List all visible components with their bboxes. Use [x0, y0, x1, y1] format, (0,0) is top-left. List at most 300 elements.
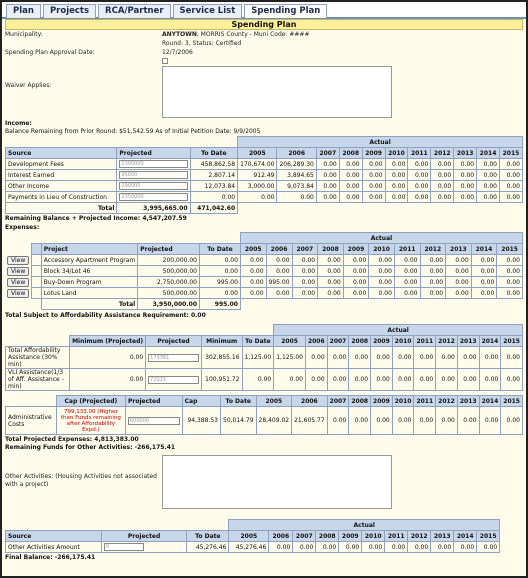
- col-year: 2013: [454, 148, 477, 159]
- total-projected-expenses: Total Projected Expenses: 4,813,383.00: [5, 436, 139, 443]
- municipality-name: ANYTOWN: [162, 31, 197, 38]
- income-source: Development Fees: [6, 159, 117, 170]
- income-source: Interest Earned: [6, 170, 117, 181]
- afford-year-value: 0.00: [274, 369, 306, 391]
- view-button-cell: [5, 277, 32, 288]
- admin-cap-projected: 799,133.00 (Higher than Funds remaining after Affordability Expd.): [56, 407, 125, 435]
- admin-cap: 94,388.53: [182, 407, 220, 435]
- view-project-button[interactable]: View: [7, 267, 29, 276]
- expense-year-value: 0.00: [369, 255, 395, 266]
- expense-actual-header: Actual: [240, 233, 522, 244]
- income-year-value: 170,674.00: [238, 159, 277, 170]
- expense-total-blank-left: [5, 299, 41, 310]
- income-projected-cell: [117, 181, 190, 192]
- remaining-balance: Remaining Balance + Projected Income: 4,547,207.59: [5, 215, 187, 222]
- col-year: 2008: [349, 336, 371, 347]
- afford-rows: [6, 347, 523, 391]
- col-year: 2013: [457, 396, 479, 407]
- afford-todate: 1,125.00: [242, 347, 274, 369]
- tab-projects[interactable]: Projects: [43, 4, 96, 18]
- afford-year-value: 0.00: [436, 369, 458, 391]
- affordability-row: [6, 369, 523, 391]
- income-year-value: 0.00: [316, 159, 339, 170]
- expense-project: Block 34/Lot 46: [41, 266, 137, 277]
- expense-year-value: 0.00: [471, 277, 497, 288]
- col-year: 2015: [501, 396, 523, 407]
- expense-todate: 0.00: [200, 255, 241, 266]
- expense-year-value: 0.00: [240, 255, 266, 266]
- municipality-value: [162, 30, 309, 40]
- col-todate: To Date: [200, 244, 241, 255]
- expense-year-value: 0.00: [394, 277, 420, 288]
- income-year-value: 0.00: [499, 170, 522, 181]
- expense-year-value: 0.00: [318, 255, 344, 266]
- waiver-label: Waiver Applies:: [5, 82, 52, 89]
- col-year: 2011: [385, 531, 408, 542]
- income-heading: Income:: [5, 120, 32, 127]
- afford-year-value: 0.00: [479, 347, 501, 369]
- expense-year-value: 0.00: [240, 277, 266, 288]
- expense-year-value: 0.00: [446, 266, 472, 277]
- page-title: Spending Plan: [5, 19, 523, 30]
- col-year: 2008: [349, 396, 371, 407]
- col-year: 2012: [431, 148, 454, 159]
- income-header-blank: [6, 137, 238, 148]
- row-marker-cell: [32, 255, 42, 266]
- expense-year-value: 0.00: [369, 277, 395, 288]
- income-year-value: 0.00: [454, 159, 477, 170]
- afford-label: Total Affordability Assistance (30% min): [6, 347, 70, 369]
- income-year-value: 0.00: [277, 192, 316, 203]
- income-year-value: 0.00: [385, 170, 408, 181]
- expense-year-value: 0.00: [497, 288, 523, 299]
- expense-view-col: [5, 244, 32, 255]
- afford-min-projected: 0.00: [70, 369, 146, 391]
- afford-year-value: 0.00: [392, 347, 414, 369]
- income-year-value: 0.00: [431, 192, 454, 203]
- remaining-funds: Remaining Funds for Other Activities: -266,175.41: [5, 444, 176, 451]
- view-project-button[interactable]: View: [7, 289, 29, 298]
- prior-balance: Balance Remaining from Prior Round: $51,542.59 As of Initial Petition Date: 9/9/2005: [5, 128, 261, 135]
- income-row: [6, 181, 523, 192]
- afford-min-projected: 0.00: [70, 347, 146, 369]
- afford-year-value: 0.00: [305, 347, 327, 369]
- other-header-blank: [6, 520, 229, 531]
- other-year-value: 0.00: [385, 542, 408, 553]
- income-year-value: 0.00: [408, 181, 431, 192]
- expense-mark-col: [32, 244, 42, 255]
- income-todate: 12,073.84: [190, 181, 238, 192]
- other-activities-row: [2, 455, 526, 511]
- income-year-value: 0.00: [477, 170, 500, 181]
- tab-spending-plan[interactable]: Spending Plan: [244, 4, 327, 18]
- afford-label: VLI Assistance(1/3 of Aff. Assistance - min): [6, 369, 70, 391]
- col-year: 2010: [392, 336, 414, 347]
- expense-year-value: 0.00: [420, 255, 446, 266]
- income-year-value: 0.00: [477, 159, 500, 170]
- income-year-value: 0.00: [499, 192, 522, 203]
- afford-projected-input[interactable]: 72015: [148, 376, 199, 384]
- income-total-projected: 3,995,665.00: [117, 203, 190, 214]
- income-projected-input[interactable]: 2350000: [119, 193, 187, 201]
- afford-year-value: 0.00: [371, 347, 393, 369]
- col-project: Project: [41, 244, 137, 255]
- afford-year-value: 0.00: [392, 369, 414, 391]
- col-projected: Projected: [117, 148, 190, 159]
- other-projected-cell: [101, 542, 187, 553]
- afford-year-value: 0.00: [349, 369, 371, 391]
- admin-label-col: [6, 396, 57, 407]
- expense-year-value: 0.00: [369, 266, 395, 277]
- col-year: 2007: [327, 396, 349, 407]
- affordability-requirement: Total Subject to Affordability Assistance Requirement: 0.00: [5, 312, 206, 319]
- admin-year-value: 0.00: [414, 407, 436, 435]
- income-year-value: 0.00: [431, 181, 454, 192]
- col-minimum: Minimum: [201, 336, 242, 347]
- income-year-value: 0.00: [339, 159, 362, 170]
- admin-projected-input[interactable]: 600000: [128, 417, 180, 425]
- other-todate: 45,276.46: [187, 542, 229, 553]
- expense-row: [5, 277, 523, 288]
- expense-year-value: 0.00: [318, 288, 344, 299]
- income-projected-input[interactable]: 290000: [119, 182, 187, 190]
- expense-projected: 2,750,000.00: [138, 277, 200, 288]
- col-year: 2007: [327, 336, 349, 347]
- afford-year-value: 0.00: [479, 369, 501, 391]
- afford-year-value: 0.00: [457, 369, 479, 391]
- col-projected: Projected: [125, 396, 182, 407]
- other-year-value: 0.00: [339, 542, 362, 553]
- col-year: 2009: [343, 244, 369, 255]
- row-marker-cell: [32, 288, 42, 299]
- income-year-value: 3,894.65: [277, 170, 316, 181]
- other-year-value: 0.00: [316, 542, 339, 553]
- afford-year-value: 0.00: [457, 347, 479, 369]
- afford-year-value: 1,125.00: [274, 347, 306, 369]
- expense-year-value: 0.00: [420, 277, 446, 288]
- income-year-value: 0.00: [339, 170, 362, 181]
- col-todate: To Date: [242, 336, 274, 347]
- income-year-value: 0.00: [385, 159, 408, 170]
- other-projected-input[interactable]: 0: [104, 543, 144, 551]
- expense-project: Lotus Land: [41, 288, 137, 299]
- col-cap: Cap: [182, 396, 220, 407]
- expense-year-value: 0.00: [240, 266, 266, 277]
- afford-actual-header: Actual: [274, 325, 523, 336]
- other-activities-table: [5, 519, 523, 553]
- expense-year-value: 0.00: [471, 255, 497, 266]
- col-year: 2014: [479, 396, 501, 407]
- expense-year-value: 0.00: [240, 288, 266, 299]
- expense-project: Accessory Apartment Program: [41, 255, 137, 266]
- expense-projected: 500,000.00: [138, 288, 200, 299]
- col-year: 2006: [305, 336, 327, 347]
- admin-year-value: 0.00: [371, 407, 393, 435]
- afford-year-value: 0.00: [327, 369, 349, 391]
- expense-year-value: 0.00: [497, 277, 523, 288]
- view-project-button[interactable]: View: [7, 256, 29, 265]
- income-year-value: 0.00: [408, 170, 431, 181]
- income-year-value: 0.00: [454, 170, 477, 181]
- expense-year-value: 0.00: [343, 266, 369, 277]
- expenses-table: [5, 232, 523, 310]
- col-year: 2009: [362, 148, 385, 159]
- col-projected: Projected: [146, 336, 202, 347]
- admin-year-value: 0.00: [501, 407, 523, 435]
- expense-projected: 500,000.00: [138, 266, 200, 277]
- expense-year-value: 0.00: [471, 288, 497, 299]
- col-year: 2010: [385, 148, 408, 159]
- col-year: 2013: [457, 336, 479, 347]
- income-total-blank: [238, 203, 523, 214]
- income-rows: [6, 159, 523, 203]
- col-year: 2006: [266, 244, 292, 255]
- affordability-table: [5, 324, 523, 391]
- col-year: 2008: [339, 148, 362, 159]
- expense-year-value: 995.00: [266, 277, 292, 288]
- col-year: 2008: [316, 531, 339, 542]
- admin-year-value: 0.00: [457, 407, 479, 435]
- other-year-value: 0.00: [454, 542, 477, 553]
- col-year: 2012: [408, 531, 431, 542]
- final-balance: Final Balance: -266,175.41: [5, 554, 96, 561]
- col-year: 2005: [256, 396, 292, 407]
- col-projected: Projected: [101, 531, 187, 542]
- col-year: 2008: [318, 244, 344, 255]
- afford-projected-cell: [146, 347, 202, 369]
- col-year: 2005: [229, 531, 269, 542]
- tab-service-list[interactable]: Service List: [173, 4, 243, 18]
- view-button-cell: [5, 288, 32, 299]
- expense-todate: 0.00: [200, 266, 241, 277]
- income-year-value: 0.00: [385, 181, 408, 192]
- expense-year-value: 0.00: [497, 266, 523, 277]
- income-year-value: 3,000.00: [238, 181, 277, 192]
- other-actual-header: Actual: [229, 520, 500, 531]
- other-year-value: 0.00: [408, 542, 431, 553]
- expense-year-value: 0.00: [292, 288, 318, 299]
- col-year: 2011: [408, 148, 431, 159]
- tab-bar: [2, 2, 526, 19]
- afford-todate: 0.00: [242, 369, 274, 391]
- view-project-button[interactable]: View: [7, 278, 29, 287]
- income-projected-cell: [117, 159, 190, 170]
- expense-total-blank: [240, 299, 522, 310]
- col-year: 2014: [477, 148, 500, 159]
- col-year: 2011: [414, 396, 436, 407]
- expense-total-row: [5, 299, 523, 310]
- other-year-value: 0.00: [269, 542, 293, 553]
- waiver-textarea[interactable]: [162, 66, 392, 118]
- income-year-value: 206,289.30: [277, 159, 316, 170]
- income-year-value: 0.00: [477, 181, 500, 192]
- expense-total-projected: 3,950,000.00: [138, 299, 200, 310]
- expense-total-label: Total: [41, 299, 137, 310]
- income-total-todate: 471,042.60: [190, 203, 238, 214]
- afford-year-value: 0.00: [501, 369, 523, 391]
- admin-year-value: 28,409.02: [256, 407, 292, 435]
- income-todate: 2,807.14: [190, 170, 238, 181]
- col-year: 2013: [446, 244, 472, 255]
- income-year-value: 0.00: [339, 192, 362, 203]
- col-year: 2014: [471, 244, 497, 255]
- income-year-value: 0.00: [316, 170, 339, 181]
- afford-year-value: 0.00: [371, 369, 393, 391]
- col-todate: To Date: [221, 396, 257, 407]
- afford-projected-input[interactable]: 173381: [148, 354, 199, 362]
- expense-year-value: 0.00: [394, 288, 420, 299]
- income-actual-header: Actual: [238, 137, 523, 148]
- afford-projected-cell: [146, 369, 202, 391]
- admin-label: Administrative Costs: [6, 407, 57, 435]
- col-year: 2007: [293, 531, 316, 542]
- expense-year-value: 0.00: [292, 255, 318, 266]
- other-year-value: 0.00: [477, 542, 500, 553]
- admin-projected-cell: [125, 407, 182, 435]
- col-year: 2012: [420, 244, 446, 255]
- expense-year-value: 0.00: [446, 277, 472, 288]
- col-year: 2005: [274, 336, 306, 347]
- col-year: 2015: [477, 531, 500, 542]
- expense-year-value: 0.00: [343, 277, 369, 288]
- income-year-value: 0.00: [408, 192, 431, 203]
- income-projected-cell: [117, 192, 190, 203]
- income-year-value: 0.00: [431, 170, 454, 181]
- expense-year-value: 0.00: [343, 255, 369, 266]
- col-year: 2009: [371, 336, 393, 347]
- income-year-value: 0.00: [477, 192, 500, 203]
- other-activities-textarea[interactable]: [162, 455, 392, 509]
- expense-year-value: 0.00: [292, 277, 318, 288]
- expense-year-value: 0.00: [343, 288, 369, 299]
- expense-row: [5, 266, 523, 277]
- col-year: 2012: [436, 396, 458, 407]
- col-year: 2006: [277, 148, 316, 159]
- income-year-value: 0.00: [454, 192, 477, 203]
- expense-total-todate: 995.00: [200, 299, 241, 310]
- admin-year-value: 0.00: [479, 407, 501, 435]
- view-button-cell: [5, 255, 32, 266]
- income-total-row: [6, 203, 523, 214]
- admin-year-value: 0.00: [349, 407, 371, 435]
- col-year: 2011: [414, 336, 436, 347]
- col-year: 2010: [392, 396, 414, 407]
- view-button-cell: [5, 266, 32, 277]
- col-year: 2015: [501, 336, 523, 347]
- admin-year-value: 21,605.77: [292, 407, 328, 435]
- expense-project: Buy-Down Program: [41, 277, 137, 288]
- afford-minimum: 100,951.72: [201, 369, 242, 391]
- expense-year-value: 0.00: [446, 255, 472, 266]
- income-year-value: 0.00: [238, 192, 277, 203]
- col-year: 2007: [292, 244, 318, 255]
- col-projected: Projected: [138, 244, 200, 255]
- approval-date: 12/7/2006: [162, 49, 193, 56]
- expense-year-value: 0.00: [394, 255, 420, 266]
- col-year: 2007: [316, 148, 339, 159]
- expense-year-value: 0.00: [446, 288, 472, 299]
- round-status: Round: 3, Status: Certified: [162, 40, 242, 47]
- waiver-checkbox[interactable]: [162, 58, 168, 64]
- income-year-value: 912.49: [238, 170, 277, 181]
- col-year: 2009: [339, 531, 362, 542]
- expense-year-value: 0.00: [318, 266, 344, 277]
- income-row: [6, 192, 523, 203]
- afford-header-blank: [6, 325, 274, 336]
- expense-year-value: 0.00: [266, 266, 292, 277]
- income-projected-input[interactable]: 95000: [119, 171, 187, 179]
- income-year-value: 0.00: [499, 159, 522, 170]
- admin-table: [5, 395, 523, 435]
- municipality-county: , MORRIS County - Muni Code: ####: [196, 31, 310, 38]
- col-source: Source: [6, 531, 102, 542]
- waiver-row: [2, 66, 526, 120]
- col-year: 2012: [436, 336, 458, 347]
- income-source: Other Income: [6, 181, 117, 192]
- tab-rca-partner[interactable]: RCA/Partner: [98, 4, 170, 18]
- income-year-value: 9,073.84: [277, 181, 316, 192]
- expense-year-value: 0.00: [292, 266, 318, 277]
- admin-todate: 50,014.79: [221, 407, 257, 435]
- income-projected-input[interactable]: 1300000: [119, 160, 187, 168]
- expense-projected: 200,000.00: [138, 255, 200, 266]
- expense-header-blank: [5, 233, 240, 244]
- expense-year-value: 0.00: [266, 255, 292, 266]
- other-activities-label: Other Activities: (Housing Activities not associated with a project): [5, 473, 157, 488]
- col-year: 2006: [269, 531, 293, 542]
- approval-label: Spending Plan Approval Date:: [5, 49, 95, 56]
- col-todate: To Date: [187, 531, 229, 542]
- income-year-value: 0.00: [454, 181, 477, 192]
- expense-todate: 0.00: [200, 288, 241, 299]
- income-year-value: 0.00: [385, 192, 408, 203]
- col-year: 2009: [371, 396, 393, 407]
- col-year: 2005: [238, 148, 277, 159]
- afford-label-col: [6, 336, 70, 347]
- income-row: [6, 170, 523, 181]
- income-projected-cell: [117, 170, 190, 181]
- expense-year-value: 0.00: [318, 277, 344, 288]
- income-year-value: 0.00: [316, 181, 339, 192]
- expense-year-value: 0.00: [266, 288, 292, 299]
- income-row: [6, 159, 523, 170]
- col-year: 2014: [454, 531, 477, 542]
- other-year-value: 45,276.46: [229, 542, 269, 553]
- expense-rows: [5, 255, 523, 299]
- afford-year-value: 0.00: [414, 347, 436, 369]
- admin-year-value: 0.00: [392, 407, 414, 435]
- tab-plan[interactable]: Plan: [6, 4, 41, 18]
- other-source: Other Activities Amount: [6, 542, 102, 553]
- income-year-value: 0.00: [339, 181, 362, 192]
- income-total-label: Total: [6, 203, 117, 214]
- expenses-heading: Expenses:: [5, 224, 40, 231]
- col-min-projected: Minimum (Projected): [70, 336, 146, 347]
- expense-year-value: 0.00: [420, 288, 446, 299]
- col-year: 2011: [394, 244, 420, 255]
- row-marker-cell: [32, 277, 42, 288]
- income-todate: 458,862.58: [190, 159, 238, 170]
- other-year-value: 0.00: [362, 542, 385, 553]
- expense-year-value: 0.00: [471, 266, 497, 277]
- col-year: 2014: [479, 336, 501, 347]
- other-year-value: 0.00: [293, 542, 316, 553]
- other-activities-amount-row: [6, 542, 523, 553]
- col-todate: To Date: [190, 148, 238, 159]
- col-year: 2010: [362, 531, 385, 542]
- income-todate: 0.00: [190, 192, 238, 203]
- expense-row: [5, 288, 523, 299]
